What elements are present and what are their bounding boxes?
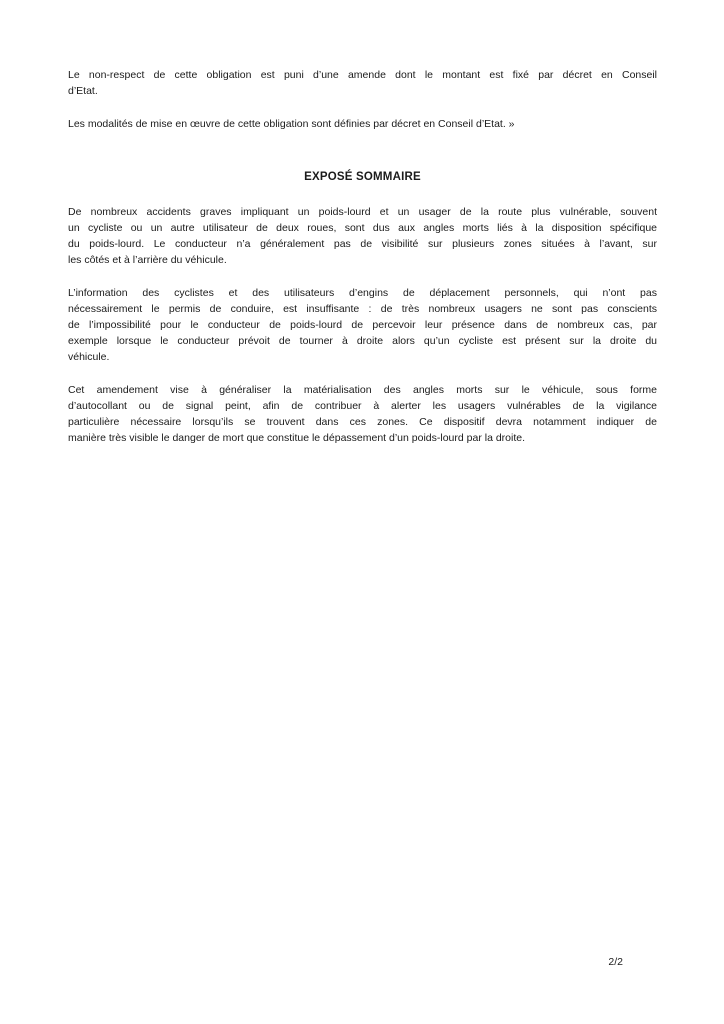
section-heading: EXPOSÉ SOMMAIRE	[304, 171, 421, 183]
text-line: de l’impossibilité pour le conducteur de poids-lourd de percevoir leur présence dans de nombreux cas, par	[68, 319, 657, 331]
text-line: particulière nécessaire lorsqu’ils se trouvent dans ces zones. Ce dispositif devra notamment indiquer de	[68, 416, 657, 428]
text-line: manière très visible le danger de mort que constitue le dépassement d’un poids-lourd par la droite.	[68, 432, 526, 444]
text-line: un cycliste ou un autre utilisateur de deux roues, sont dus aux angles morts liés à la disposition spécifique	[68, 222, 657, 234]
text-line: De nombreux accidents graves impliquant un poids-lourd et un usager de la route plus vulnérable, souvent	[68, 206, 657, 218]
paragraph-body-3	[68, 382, 657, 446]
paragraph-quote-2	[68, 116, 657, 132]
text-line: exemple lorsque le conducteur prévoit de tourner à droite alors qu’un cycliste est présent sur la droite du	[68, 335, 657, 347]
paragraph-body-1	[68, 204, 657, 268]
page-number: 2/2	[608, 956, 623, 968]
text-line: Les modalités de mise en œuvre de cette obligation sont définies par décret en Conseil d’Etat. »	[68, 118, 515, 130]
text-line: nécessairement le permis de conduire, est insuffisante : de très nombreux usagers ne sont pas conscients	[68, 303, 657, 315]
document-body	[68, 67, 657, 446]
text-line: les côtés et à l’arrière du véhicule.	[68, 254, 227, 266]
paragraph-quote-1	[68, 67, 657, 99]
text-line: d’Etat.	[68, 85, 98, 97]
text-line: d’autocollant ou de signal peint, afin de contribuer à alerter les usagers vulnérables de la vigilance	[68, 400, 657, 412]
text-line: L’information des cyclistes et des utilisateurs d’engins de déplacement personnels, qui n’ont pas	[68, 287, 657, 299]
text-line: véhicule.	[68, 351, 110, 363]
paragraph-body-2	[68, 285, 657, 365]
text-line: Cet amendement vise à généraliser la matérialisation des angles morts sur le véhicule, sous forme	[68, 384, 657, 396]
text-line: du poids-lourd. Le conducteur n’a généralement pas de visibilité sur plusieurs zones situées à l’avant, sur	[68, 238, 657, 250]
text-line: Le non-respect de cette obligation est puni d’une amende dont le montant est fixé par décret en Conseil	[68, 69, 657, 81]
